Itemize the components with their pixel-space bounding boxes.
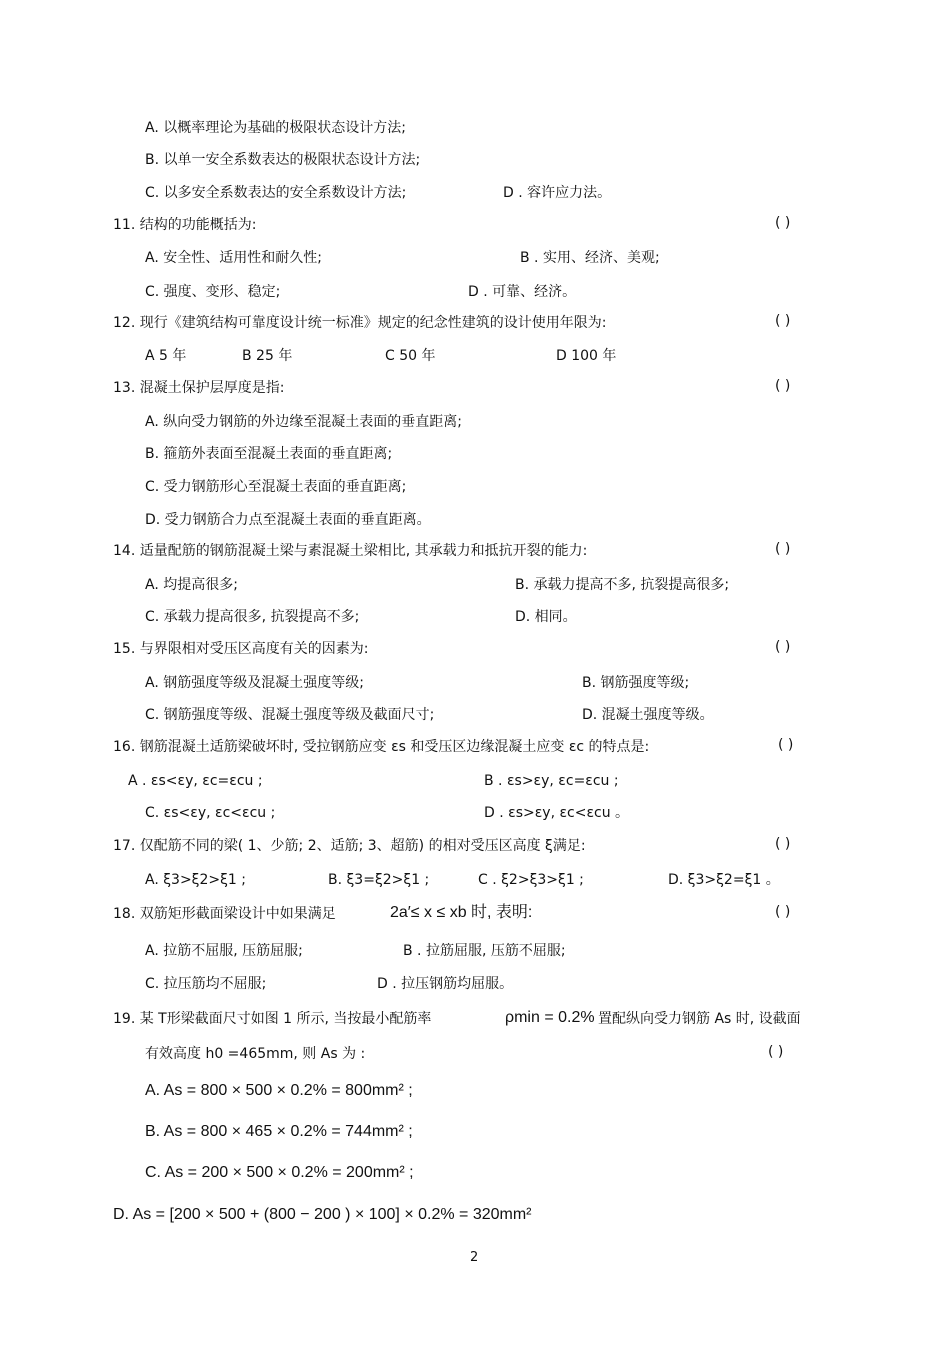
answer-bracket-19: ( ) (768, 1044, 784, 1060)
answer-bracket-11: ( ) (775, 215, 791, 231)
option-11d: D . 可靠、经济。 (468, 284, 577, 300)
option-16b: B . εs>εy, εc=εcu ; (484, 773, 619, 789)
question-12: 12. 现行《建筑结构可靠度设计统一标准》规定的纪念性建筑的设计使用年限为: (113, 315, 607, 331)
option-14a: A. 均提高很多; (145, 577, 238, 593)
option-10d: D . 容许应力法。 (503, 185, 612, 201)
option-18a: A. 拉筋不屈服, 压筋屈服; (145, 943, 303, 959)
option-13a: A. 纵向受力钢筋的外边缘至混凝土表面的垂直距离; (145, 414, 462, 430)
option-18d: D . 拉压钢筋均屈服。 (377, 976, 514, 992)
option-12c: C 50 年 (385, 348, 436, 364)
answer-bracket-17: ( ) (775, 836, 791, 852)
option-19a: A. As = 800 × 500 × 0.2% = 800mm² ; (145, 1082, 413, 1099)
option-17a: A. ξ3>ξ2>ξ1 ; (145, 872, 247, 888)
answer-bracket-12: ( ) (775, 313, 791, 329)
question-19-line2: 有效高度 h0 =465mm, 则 As 为 : (145, 1046, 366, 1062)
question-15: 15. 与界限相对受压区高度有关的因素为: (113, 641, 369, 657)
answer-bracket-15: ( ) (775, 639, 791, 655)
answer-bracket-18: ( ) (775, 904, 791, 920)
option-16d: D . εs>εy, εc<εcu 。 (484, 805, 630, 821)
question-16: 16. 钢筋混凝土适筋梁破坏时, 受拉钢筋应变 εs 和受压区边缘混凝土应变 εc 的特点是: (113, 739, 650, 755)
option-10c: C. 以多安全系数表达的安全系数设计方法; (145, 185, 407, 201)
option-19b: B. As = 800 × 465 × 0.2% = 744mm² ; (145, 1123, 413, 1140)
option-18b: B . 拉筋屈服, 压筋不屈服; (403, 943, 566, 959)
option-12a: A 5 年 (145, 348, 187, 364)
option-17c: C . ξ2>ξ3>ξ1 ; (478, 872, 584, 888)
page-number: 2 (470, 1250, 479, 1265)
question-19-cont: 置配纵向受力钢筋 As 时, 设截面 (598, 1011, 801, 1027)
question-18: 18. 双筋矩形截面梁设计中如果满足 (113, 906, 336, 922)
option-18c: C. 拉压筋均不屈服; (145, 976, 267, 992)
option-10a: A. 以概率理论为基础的极限状态设计方法; (145, 120, 406, 136)
option-11c: C. 强度、变形、稳定; (145, 284, 281, 300)
question-17: 17. 仅配筋不同的梁( 1、少筋; 2、适筋; 3、超筋) 的相对受压区高度 ξ满足: (113, 838, 586, 854)
answer-bracket-13: ( ) (775, 378, 791, 394)
option-15a: A. 钢筋强度等级及混凝土强度等级; (145, 675, 364, 691)
option-17d: D. ξ3>ξ2=ξ1 。 (668, 872, 780, 888)
answer-bracket-16: ( ) (778, 737, 794, 753)
option-14b: B. 承载力提高不多, 抗裂提高很多; (515, 577, 730, 593)
answer-bracket-14: ( ) (775, 541, 791, 557)
question-18-condition: 2a′≤ x ≤ xb 时, 表明: (390, 904, 533, 921)
option-13d: D. 受力钢筋合力点至混凝土表面的垂直距离。 (145, 512, 431, 528)
question-11: 11. 结构的功能概括为: (113, 217, 257, 233)
option-16c: C. εs<εy, εc<εcu ; (145, 805, 276, 821)
option-14d: D. 相同。 (515, 609, 577, 625)
question-13: 13. 混凝土保护层厚度是指: (113, 380, 285, 396)
option-11b: B . 实用、经济、美观; (520, 250, 660, 266)
option-19c: C. As = 200 × 500 × 0.2% = 200mm² ; (145, 1164, 414, 1181)
option-12d: D 100 年 (556, 348, 617, 364)
question-19-rho: ρmin = 0.2% (505, 1009, 595, 1026)
option-15b: B. 钢筋强度等级; (582, 675, 690, 691)
option-13c: C. 受力钢筋形心至混凝土表面的垂直距离; (145, 479, 407, 495)
option-16a: A . εs<εy, εc=εcu ; (128, 773, 263, 789)
option-13b: B. 箍筋外表面至混凝土表面的垂直距离; (145, 446, 393, 462)
option-12b: B 25 年 (242, 348, 293, 364)
question-19: 19. 某 T形梁截面尺寸如图 1 所示, 当按最小配筋率 (113, 1011, 432, 1027)
option-17b: B. ξ3=ξ2>ξ1 ; (328, 872, 430, 888)
option-15c: C. 钢筋强度等级、混凝土强度等级及截面尺寸; (145, 707, 435, 723)
option-14c: C. 承载力提高很多, 抗裂提高不多; (145, 609, 360, 625)
option-10b: B. 以单一安全系数表达的极限状态设计方法; (145, 152, 421, 168)
option-15d: D. 混凝土强度等级。 (582, 707, 714, 723)
option-11a: A. 安全性、适用性和耐久性; (145, 250, 322, 266)
option-19d: D. As = [200 × 500 + (800 − 200 ) × 100] × 0.2% = 320mm² (113, 1206, 532, 1223)
question-14: 14. 适量配筋的钢筋混凝土梁与素混凝土梁相比, 其承载力和抵抗开裂的能力: (113, 543, 588, 559)
